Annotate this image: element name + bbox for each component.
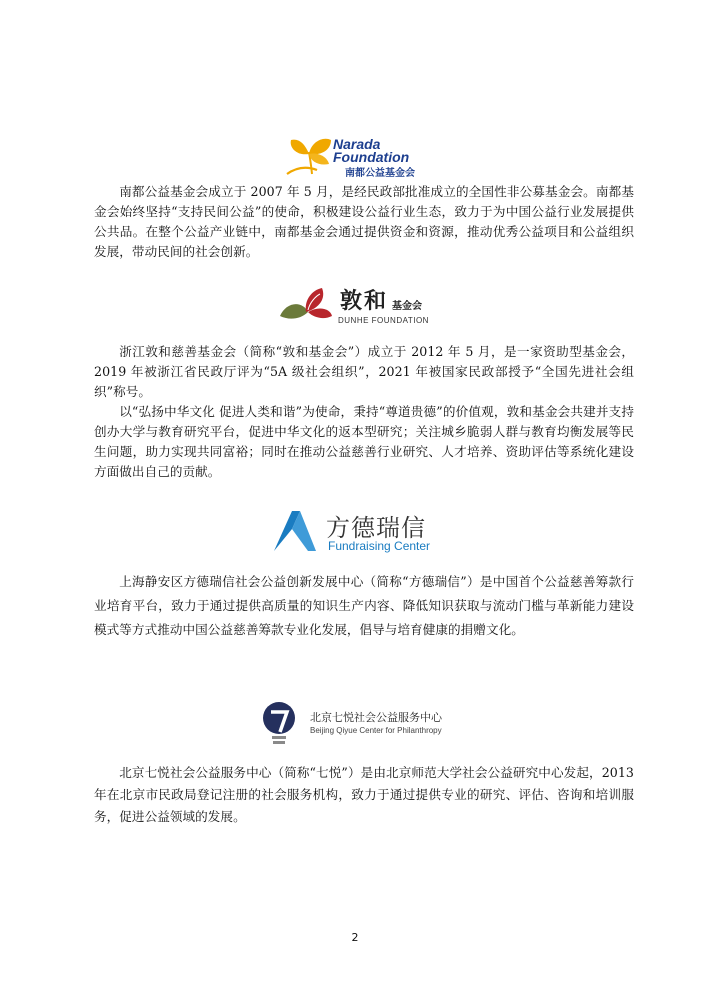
narada-wordmark-line1: Narada xyxy=(333,136,381,152)
fundraising-center-logo xyxy=(270,508,442,554)
paragraph: 浙江敦和慈善基金会（简称“敦和基金会”）成立于 2012 年 5 月，是一家资助型基金会， 2019 年被浙江省民政厅评为“5A 级社会组织”，2021 年被国家民政部授予“全国先进社会组织”称号。 xyxy=(94,344,634,399)
paragraph: 南都公益基金会成立于 2007 年 5 月，是经民政部批准成立的全国性非公募基金会。南都基金会始终坚持“支持民间公益”的使命，积极建设公益行业生态，致力于为中国公益行业发展提供公共品。在整个公益产业链中，南都基金会通过提供资金和资源，推动优秀公益项目和公益组织发展，带动民间的社会创新。 xyxy=(94,184,634,259)
page-number: 2 xyxy=(351,931,359,944)
paragraph: 上海静安区方德瑞信社会公益创新发展中心（简称“方德瑞信”）是中国首个公益慈善筹款行业培育平台，致力于通过提供高质量的知识生产内容、降低知识获取与流动门槛与革新能力建设模式等方式推动中国公益慈善筹款专业化发展，倡导与培育健康的捐赠文化。 xyxy=(94,574,634,637)
dunhe-wordmark-suffix: 基金会 xyxy=(392,301,422,312)
qiyue-description xyxy=(94,762,634,828)
qiyue-bulb-icon xyxy=(260,700,298,746)
paragraph: 以“弘扬中华文化 促进人类和谐”为使命，秉持“尊道贵德”的价值观，敦和基金会共建并支持创办大学与教育研究平台，促进中华文化的返本型研究；关注城乡脆弱人群与教育均衡发展等民生问题，助力实现共同富裕；同时在推动公益慈善行业研究、人才培养、资助评估等系统化建设方面做出自己的贡献。 xyxy=(94,404,634,479)
qiyue-center-logo xyxy=(260,700,460,746)
qiyue-wordmark-chinese: 北京七悦社会公益服务中心 xyxy=(310,711,442,724)
fundraising-wordmark-english: Fundraising Center xyxy=(328,539,431,553)
lotus-leaf-icon xyxy=(278,286,334,326)
paragraph: 北京七悦社会公益服务中心（简称“七悦”）是由北京师范大学社会公益研究中心发起，2013 年在北京市民政局登记注册的社会服务机构，致力于通过提供专业的研究、评估、咨询和培训服务，促进公益领域的发展。 xyxy=(94,765,634,824)
narada-wordmark-line2: Foundation xyxy=(333,149,410,165)
fundraising-a-icon xyxy=(270,509,320,553)
dunhe-wordmark-chinese: 敦和 xyxy=(340,288,389,314)
dunhe-description xyxy=(94,342,634,482)
dunhe-wordmark-english: DUNHE FOUNDATION xyxy=(338,316,429,325)
fundraising-wordmark-chinese: 方德瑞信 xyxy=(326,514,426,542)
qiyue-wordmark-english: Beijing Qiyue Center for Philanthropy xyxy=(310,726,442,735)
narada-wordmark-chinese: 南都公益基金会 xyxy=(345,168,415,179)
fundraising-description xyxy=(94,570,634,642)
narada-foundation-logo xyxy=(283,134,428,178)
dunhe-foundation-logo xyxy=(278,284,438,328)
narada-description xyxy=(94,182,634,262)
